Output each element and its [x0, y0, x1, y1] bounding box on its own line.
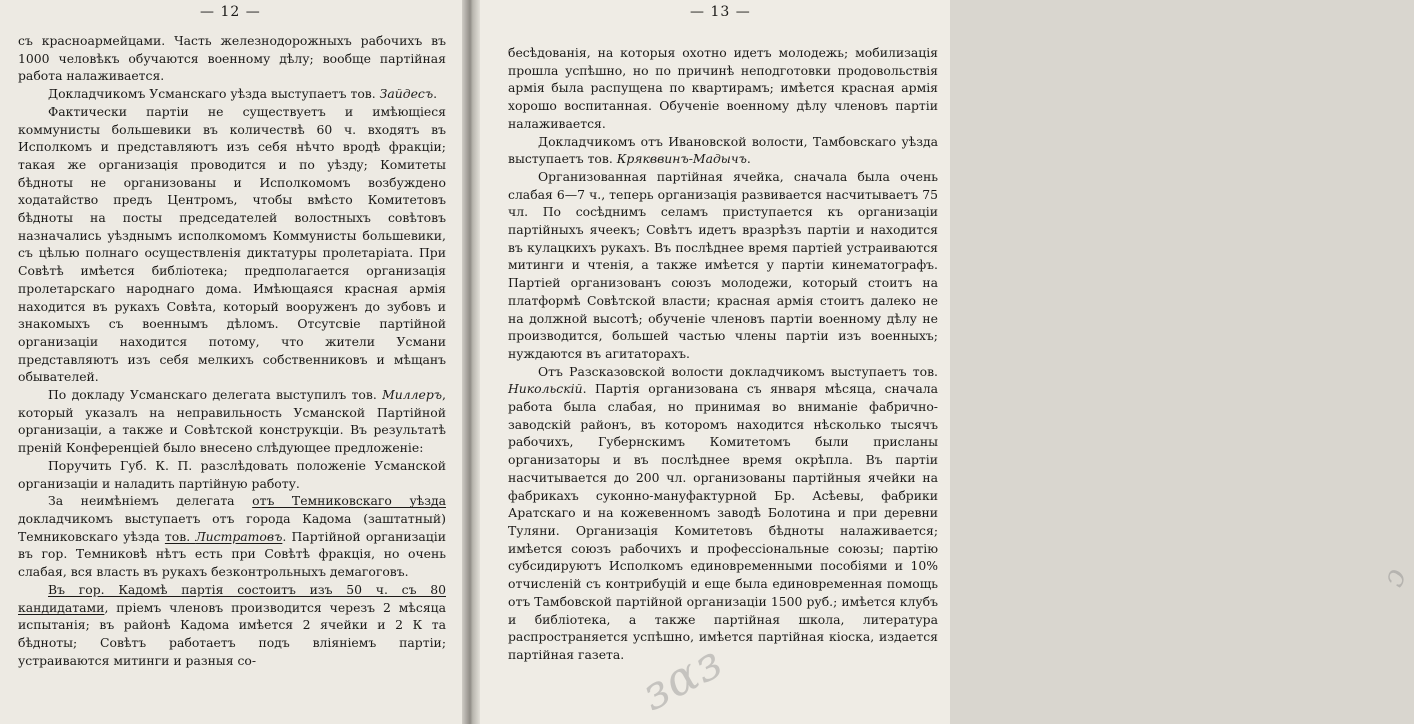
text-run: .	[746, 151, 751, 167]
text-run: Въ гор. Кадомѣ партія состоитъ изъ 50 ч. съ 80 кандидатами	[18, 581, 446, 615]
paragraph	[508, 363, 938, 664]
text-run: Поручить Губ. К. П. разслѣдовать положеніе Усманской организаціи и наладить партійную работу.	[18, 457, 446, 491]
text-run: Фактически партіи не существуетъ и имѣющіеся коммунисты большевики въ количествѣ 60 ч. входятъ въ Исполкомъ и представляютъ изъ себя нѣчто вродѣ фракціи; такая же организація проводится и по уѣзду; Комитеты бѣдноты не организованы и Исполкомомъ возбуждено ходатайство предъ Центромъ, чтобы вмѣсто Комитетовъ бѣдноты на посты председателей волостныхъ совѣтовъ назначались уѣзднымъ исполкомомъ Коммунисты большевики, съ цѣлью полнаго осуществленія диктатуры пролетаріата. При Совѣтѣ имѣется библіотека; предполагается организація пролетарскаго народнаго дома. Имѣющаяся красная армія находится въ рукахъ Совѣта, который вооруженъ до зубовъ и знакомыхъ съ военнымъ дѣломъ. Отсутсвіе партійной организаціи находится потому, что жители Усмани представляютъ изъ себя мелкихъ собственниковъ и мѣщанъ обывателей.	[18, 103, 446, 385]
page-number-right: — 13 —	[690, 4, 751, 20]
text-run: бесѣдованія, на которыя охотно идетъ молодежь; мобилизація прошла успѣшно, но по причинѣ неподготовки продовольствія армія была распущена по квартирамъ; имѣется красная армія хорошо воспитанная. Обученіе военному дѣлу членовъ партіи налаживается.	[508, 45, 938, 131]
paragraph	[18, 103, 446, 386]
paragraph	[18, 581, 446, 670]
book-gutter	[462, 0, 480, 724]
text-run: тов.	[164, 528, 196, 544]
handwritten-mark: ɜαɜ	[632, 633, 732, 721]
page-number-left: — 12 —	[200, 4, 261, 20]
text-run: докладчикомъ выступаетъ отъ города Кадома (заштатный) Темниковскаго уѣзда	[18, 510, 446, 544]
paragraph	[508, 168, 938, 363]
text-run: .	[433, 86, 438, 102]
person-name: Никольскій	[508, 381, 583, 397]
left-page	[0, 0, 462, 724]
person-name: Листратовъ	[195, 528, 283, 544]
person-name: Миллеръ	[382, 387, 443, 403]
person-name: Зайдесъ	[379, 86, 434, 102]
text-run: , который указалъ на неправильность Усманской Партійной организаціи, а также и Совѣтской конструкціи. Въ результатѣ преній Конференціей было внесено слѣдующее предложеніе:	[18, 387, 446, 456]
person-name: Крякввинъ-Мадычъ	[616, 151, 747, 167]
pencil-mark: ɔ	[1375, 563, 1414, 592]
paragraph	[508, 133, 938, 168]
left-page-text	[18, 32, 446, 669]
paragraph	[18, 457, 446, 492]
text-run: . Партія организована съ января мѣсяца, сначала работа была слабая, но принимая во вниманіе фабрично-заводскій районъ, въ которомъ находится нѣсколько тысячъ рабочихъ, Губернскимъ Комитетомъ были присланы организаторы и въ послѣднее время окрѣпла. Въ партіи насчитывается до 200 чл. организованы партійныя ячейки на фабрикахъ суконно-мануфактурной Бр. Асѣевы, фабрики Аратскаго и на кожевенномъ заводѣ Болотина и при деревни Туляни. Организація Комитетовъ бѣдноты налаживается; имѣется союзъ рабочихъ и профессіональные союзы; партію субсидируютъ Исполкомъ единовременными пособіями и 10% отчисленій съ контрибуцій и еще была единовременная помощь отъ Тамбовской партійной организаціи 1500 руб.; имѣется клубъ и библіотека, а также партійная школа, литература распространяется успѣшно, имѣется партійная кіоска, издается партійная газета.	[508, 381, 938, 662]
right-page	[480, 0, 1414, 724]
paragraph	[18, 492, 446, 581]
text-run: съ красноармейцами. Часть железнодорожныхъ рабочихъ въ 1000 человѣкъ обучаются военному дѣлу; вообще партійная работа налаживается.	[18, 33, 446, 84]
paragraph	[18, 386, 446, 457]
text-run: . Партійной организаціи въ гор. Темниковѣ нѣтъ есть при Совѣтѣ фракція, но очень слабая, вся власть въ рукахъ безконтрольныхъ демагоговъ.	[18, 528, 446, 580]
text-run: отъ Темниковскаго уѣзда	[252, 493, 446, 509]
paragraph	[508, 44, 938, 133]
text-run: За неимѣніемъ делегата	[48, 493, 253, 509]
text-run: Докладчикомъ отъ Ивановской волости, Тамбовскаго уѣзда выступаетъ тов.	[508, 133, 938, 167]
right-page-text	[508, 44, 938, 664]
text-run: Докладчикомъ Усманскаго уѣзда выступаетъ тов.	[48, 86, 380, 102]
paragraph	[18, 32, 446, 85]
text-run: Отъ Разсказовской волости докладчикомъ выступаетъ тов.	[538, 363, 938, 379]
text-run: По докладу Усманскаго делегата выступилъ тов.	[48, 387, 383, 403]
paragraph	[18, 85, 446, 103]
text-run: , пріемъ членовъ производится черезъ 2 мѣсяца испытанія; въ районѣ Кадома имѣется 2 ячейки и 2 К та бѣдноты; Совѣтъ работаетъ подъ вліяніемъ партіи; устраиваются митинги и разныя со-	[18, 599, 446, 668]
text-run: Организованная партійная ячейка, сначала была очень слабая 6—7 ч., теперь организація развивается насчитываетъ 75 чл. По сосѣднимъ селамъ приступается къ организаціи партійныхъ ячеекъ; Совѣтъ идетъ вразрѣзъ партіи и находится въ кулацкихъ рукахъ. Въ послѣднее время партіей устраиваются митинги и чтенія, а также имѣется у партіи кинематографъ. Партіей организованъ союзъ молодежи, который стоитъ на платформѣ Совѣтской власти; красная армія стоитъ далеко не на должной высотѣ; обученіе членовъ партіи военному дѣлу не производится, большей частью члены партіи изъ военныхъ; нуждаются въ агитаторахъ.	[508, 168, 938, 361]
